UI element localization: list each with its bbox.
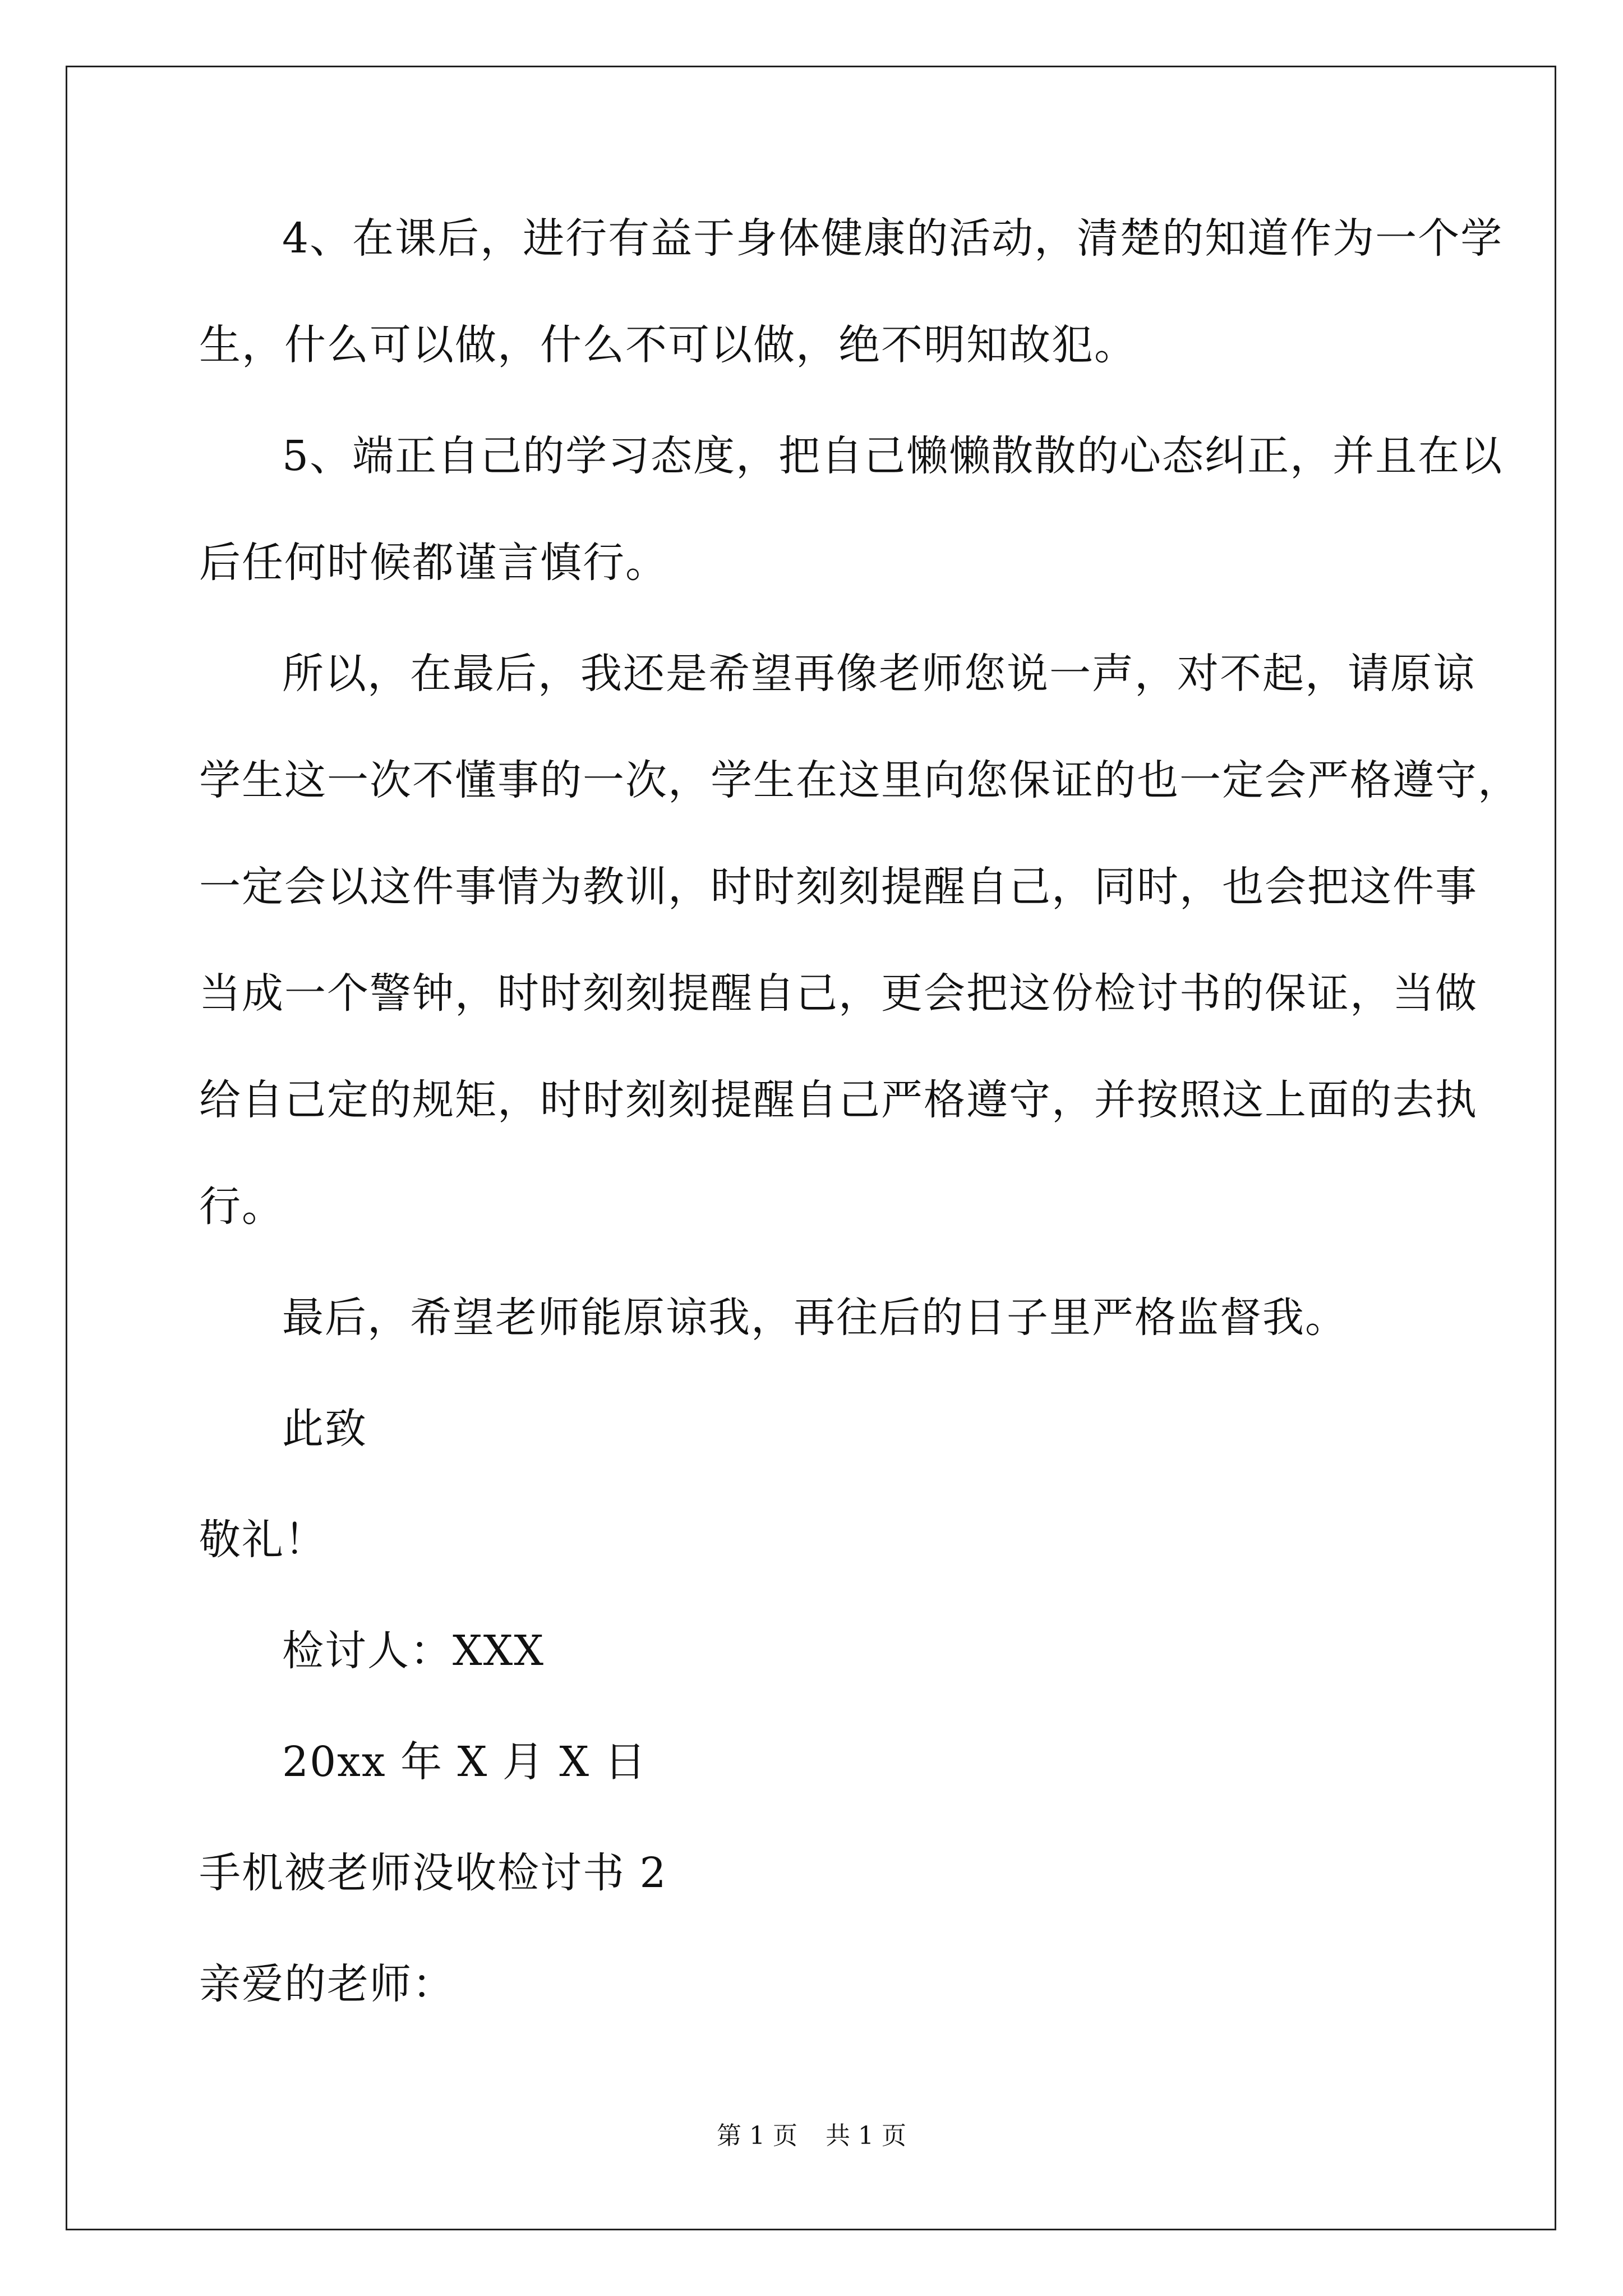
date: 20xx 年 X 月 X 日: [282, 1738, 647, 1786]
paragraph-6-line-3: 一定会以这件事情为教训，时时刻刻提醒自己，同时，也会把这件事: [199, 863, 1478, 911]
page-total: 共 1 页: [826, 2122, 906, 2150]
paragraph-5-line-1: 5、端正自己的学习态度，把自己懒懒散散的心态纠正，并且在以: [282, 432, 1504, 480]
paragraph-6-line-2: 学生这一次不懂事的一次，学生在这里向您保证的也一定会严格遵守，: [199, 756, 1520, 804]
paragraph-5-line-2: 后任何时候都谨言慎行。: [199, 539, 668, 587]
closing-line-1: 此致: [282, 1405, 367, 1453]
paragraph-7: 最后，希望老师能原谅我，再往后的日子里严格监督我。: [282, 1294, 1348, 1342]
page-footer: [0, 2119, 1623, 2153]
page-number: 第 1 页: [717, 2122, 797, 2150]
paragraph-6-line-6: 行。: [199, 1182, 284, 1231]
salutation: 亲爱的老师：: [199, 1960, 455, 2008]
paragraph-6-line-1: 所以，在最后，我还是希望再像老师您说一声，对不起，请原谅: [282, 650, 1476, 698]
paragraph-4-line-1: 4、在课后，进行有益于身体健康的活动，清楚的知道作为一个学: [282, 214, 1504, 263]
signer: 检讨人：XXX: [282, 1627, 545, 1675]
paragraph-6-line-4: 当成一个警钟，时时刻刻提醒自己，更会把这份检讨书的保证，当做: [199, 969, 1478, 1018]
section-title: 手机被老师没收检讨书 2: [199, 1849, 667, 1897]
paragraph-6-line-5: 给自己定的规矩，时时刻刻提醒自己严格遵守，并按照这上面的去执: [199, 1076, 1478, 1124]
closing-line-2: 敬礼！: [199, 1516, 327, 1564]
page-border: [66, 66, 1556, 2230]
paragraph-4-line-2: 生，什么可以做，什么不可以做，绝不明知故犯。: [199, 321, 1137, 369]
